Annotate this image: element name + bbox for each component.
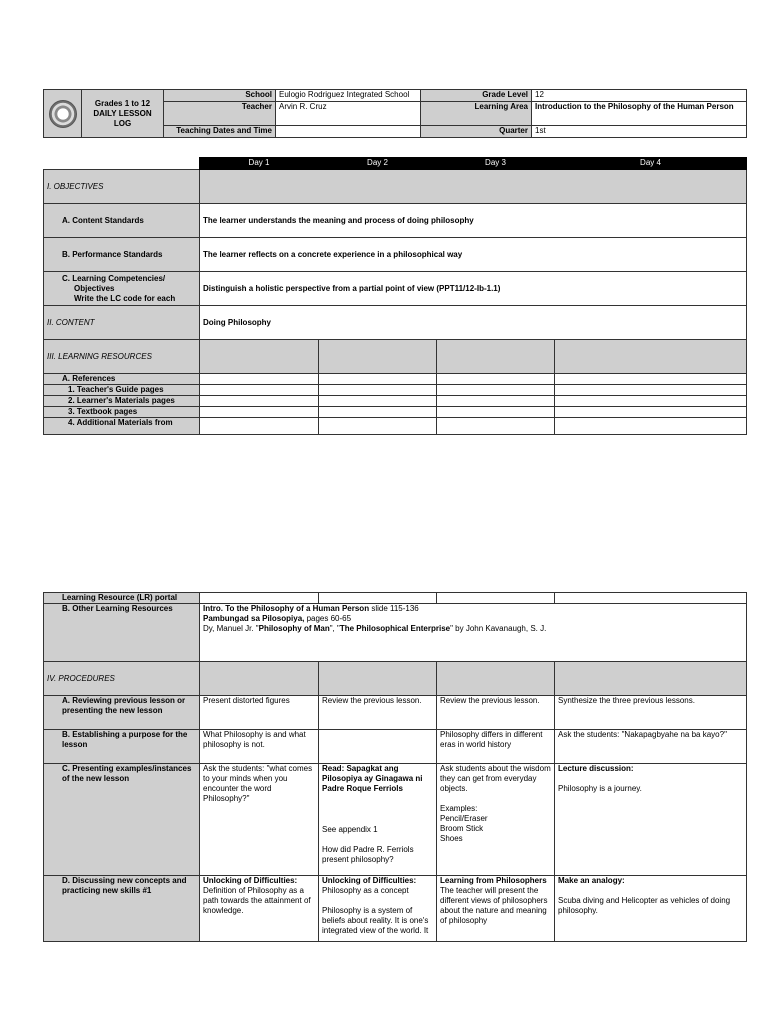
other-resource-1-title: Intro. To the Philosophy of a Human Person: [203, 604, 370, 613]
concepts-day4: [555, 876, 747, 942]
cell: [200, 396, 319, 407]
other-resource-1-pages: slide 115-136: [369, 604, 419, 613]
other-resource-3-sep: ", ": [329, 624, 340, 633]
cell: [319, 418, 437, 435]
purpose-day3: Philosophy differs in different eras in world history: [437, 730, 555, 764]
examples-day3-item-2: Broom Stick: [440, 824, 484, 833]
cell: [319, 385, 437, 396]
day-2-header: Day 2: [319, 158, 437, 170]
teacher-value: Arvin R. Cruz: [276, 102, 421, 126]
reviewing-day3: Review the previous lesson.: [437, 696, 555, 730]
cell: [319, 593, 437, 604]
examples-day1: Ask the students: "what comes to your minds when you encounter the word Philosophy?": [200, 764, 319, 876]
examples-day2: [319, 764, 437, 876]
dates-value: [276, 126, 421, 138]
performance-standards-label: B. Performance Standards: [44, 238, 200, 272]
header-table: [43, 89, 747, 138]
lr-portal-label: Learning Resource (LR) portal: [44, 593, 200, 604]
cell: [555, 374, 747, 385]
learning-resources-label: III. LEARNING RESOURCES: [44, 340, 200, 374]
concepts-day1: [200, 876, 319, 942]
competencies-line-2: Objectives: [74, 283, 115, 293]
school-label: School: [164, 90, 276, 102]
school-value: Eulogio Rodriguez Integrated School: [276, 90, 421, 102]
cell: [200, 593, 319, 604]
concepts-day4-text: Scuba diving and Helicopter as vehicles of doing philosophy.: [558, 896, 731, 915]
deped-seal-icon: [49, 100, 77, 128]
objectives-cell: [200, 170, 747, 204]
cell: [200, 385, 319, 396]
learners-materials-label: 2. Learner's Materials pages: [44, 396, 200, 407]
teacher-label: Teacher: [164, 102, 276, 126]
examples-day4: [555, 764, 747, 876]
concepts-day3-heading: Learning from Philosophers: [440, 876, 547, 885]
examples-day3-item-3: Shoes: [440, 834, 463, 843]
resources-day1: [200, 340, 319, 374]
deped-seal-cell: [44, 90, 82, 138]
cell: [555, 385, 747, 396]
cell: [555, 418, 747, 435]
other-resource-3-author: Dy, Manuel Jr. ": [203, 624, 259, 633]
concepts-day1-text: Definition of Philosophy as a path towards the attainment of knowledge.: [203, 886, 311, 915]
reviewing-day4: Synthesize the three previous lessons.: [555, 696, 747, 730]
cell: [437, 374, 555, 385]
resources-day2: [319, 340, 437, 374]
day-3-header: Day 3: [437, 158, 555, 170]
cell: [200, 418, 319, 435]
objectives-table: [43, 157, 747, 435]
cell: [555, 396, 747, 407]
other-resource-3-title-b: The Philosophical Enterprise: [339, 624, 451, 633]
cell: [437, 662, 555, 696]
teachers-guide-label: 1. Teacher's Guide pages: [44, 385, 200, 396]
cell: [200, 407, 319, 418]
dates-label: Teaching Dates and Time: [164, 126, 276, 138]
concepts-day1-heading: Unlocking of Difficulties:: [203, 876, 298, 885]
performance-standards-value: The learner reflects on a concrete experience in a philosophical way: [200, 238, 747, 272]
objectives-label: I. OBJECTIVES: [44, 170, 200, 204]
competencies-line-1: C. Learning Competencies/: [62, 273, 166, 283]
content-value: Doing Philosophy: [200, 306, 747, 340]
concepts-day4-heading: Make an analogy:: [558, 876, 625, 885]
discussing-concepts-label: D. Discussing new concepts and practicing new skills #1: [44, 876, 200, 942]
form-title: Grades 1 to 12 DAILY LESSON LOG: [82, 90, 164, 138]
other-resource-3-by: " by John Kavanaugh, S. J.: [450, 624, 547, 633]
quarter-value: 1st: [532, 126, 747, 138]
references-label: A. References: [44, 374, 200, 385]
cell: [555, 593, 747, 604]
other-resource-2: [203, 614, 743, 624]
other-resource-2-pages: pages 60-65: [304, 614, 352, 623]
concepts-day3-text: The teacher will present the different views of philosophers about the nature and meaning of philosophy: [440, 886, 548, 925]
day-1-header: Day 1: [200, 158, 319, 170]
purpose-day2: [319, 730, 437, 764]
other-resource-2-title: Pambungad sa Pilosopiya,: [203, 614, 305, 623]
grade-level-value: 12: [532, 90, 747, 102]
competencies-line-3: Write the LC code for each: [74, 293, 176, 303]
content-standards-label: A. Content Standards: [44, 204, 200, 238]
additional-materials-label: 4. Additional Materials from: [44, 418, 200, 435]
reviewing-day2: Review the previous lesson.: [319, 696, 437, 730]
learning-area-value: Introduction to the Philosophy of the Human Person: [532, 102, 747, 126]
concepts-day2: [319, 876, 437, 942]
resources-day4: [555, 340, 747, 374]
examples-day2-appendix: See appendix 1: [322, 825, 378, 834]
cell: [437, 396, 555, 407]
examples-day3: [437, 764, 555, 876]
cell: [319, 374, 437, 385]
cell: [319, 396, 437, 407]
procedures-label: IV. PROCEDURES: [44, 662, 200, 696]
other-resources-label: B. Other Learning Resources: [44, 604, 200, 662]
examples-day4-text: Philosophy is a journey.: [558, 784, 642, 793]
cell: [319, 407, 437, 418]
establishing-purpose-label: B. Establishing a purpose for the lesson: [44, 730, 200, 764]
procedures-table: [43, 592, 747, 942]
cell: [437, 407, 555, 418]
learning-area-label: Learning Area: [421, 102, 532, 126]
concepts-day2-text-a: Philosophy as a concept: [322, 886, 409, 895]
cell: [319, 662, 437, 696]
purpose-day4: Ask the students: "Nakapagbyahe na ba kayo?": [555, 730, 747, 764]
reviewing-previous-lesson-label: A. Reviewing previous lesson or presenting the new lesson: [44, 696, 200, 730]
cell: [200, 662, 319, 696]
cell: [437, 418, 555, 435]
reviewing-day1: Present distorted figures: [200, 696, 319, 730]
learning-competencies-value: Distinguish a holistic perspective from a partial point of view (PPT11/12-Ib-1.1): [200, 272, 747, 306]
content-label: II. CONTENT: [44, 306, 200, 340]
other-resource-3-title-a: Philosophy of Man: [258, 624, 330, 633]
examples-day2-question: How did Padre R. Ferriols present philosophy?: [322, 845, 414, 864]
examples-day4-heading: Lecture discussion:: [558, 764, 634, 773]
cell: [555, 407, 747, 418]
concepts-day2-text-b: Philosophy is a system of beliefs about reality. It is one's integrated view of the world. It: [322, 906, 429, 935]
day-4-header: Day 4: [555, 158, 747, 170]
concepts-day2-heading: Unlocking of Difficulties:: [322, 876, 417, 885]
grade-level-label: Grade Level: [421, 90, 532, 102]
cell: [437, 385, 555, 396]
resources-day3: [437, 340, 555, 374]
concepts-day3: [437, 876, 555, 942]
purpose-day1: What Philosophy is and what philosophy is not.: [200, 730, 319, 764]
examples-day3-heading: Examples:: [440, 804, 478, 813]
presenting-examples-label: C. Presenting examples/instances of the new lesson: [44, 764, 200, 876]
other-resources-value: [200, 604, 747, 662]
cell: [437, 593, 555, 604]
examples-day2-reading: Read: Sapagkat ang Pilosopiya ay Ginagawa ni Padre Roque Ferriols: [322, 764, 423, 793]
textbook-label: 3. Textbook pages: [44, 407, 200, 418]
other-resource-3: [203, 624, 743, 634]
learning-competencies-label: [44, 272, 200, 306]
examples-day3-text: Ask students about the wisdom they can get from everyday objects.: [440, 764, 551, 793]
cell: [200, 374, 319, 385]
content-standards-value: The learner understands the meaning and process of doing philosophy: [200, 204, 747, 238]
quarter-label: Quarter: [421, 126, 532, 138]
examples-day3-item-1: Pencil/Eraser: [440, 814, 488, 823]
cell: [555, 662, 747, 696]
other-resource-1: [203, 604, 743, 614]
